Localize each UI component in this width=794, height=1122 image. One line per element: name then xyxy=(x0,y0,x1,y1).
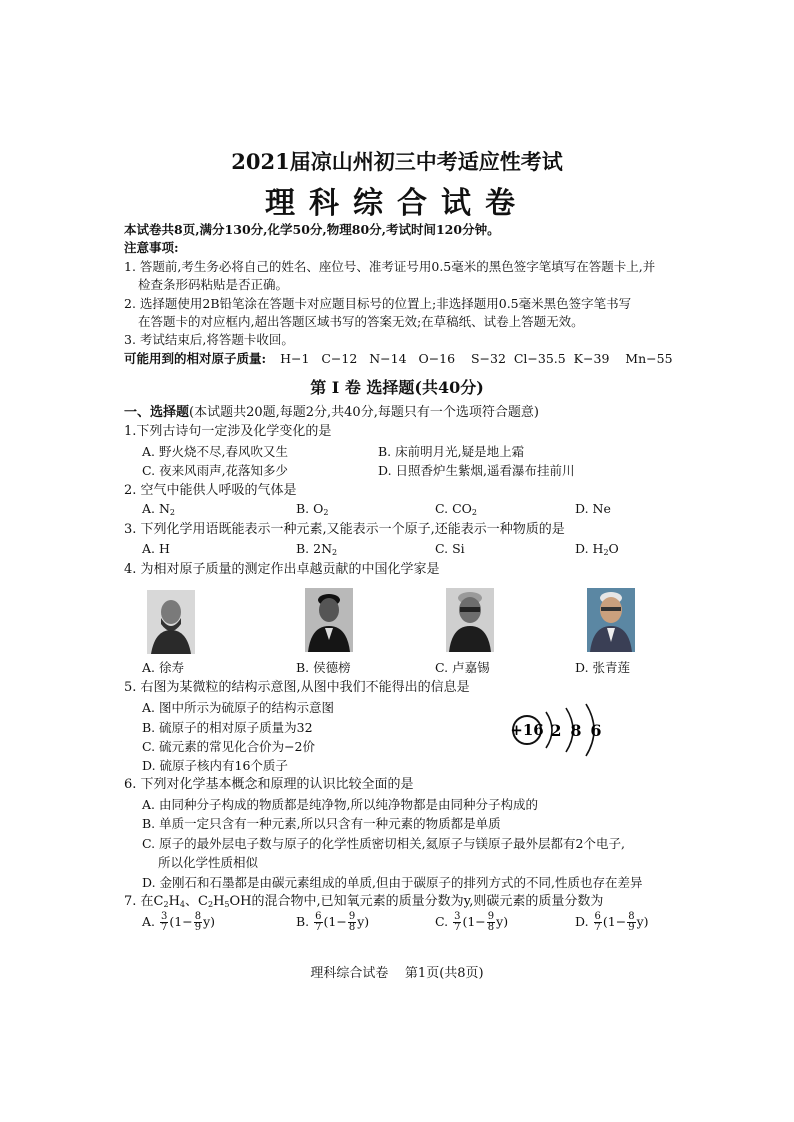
q6-stem: 6. 下列对化学基本概念和原理的认识比较全面的是 xyxy=(124,777,414,792)
q1-option-d: D. 日照香炉生紫烟,遥看瀑布挂前川 xyxy=(378,463,575,478)
q4-option-d: D. 张青莲 xyxy=(575,660,631,675)
q3-option-d: D. $H_2O$ xyxy=(575,541,619,557)
notes-title: 注意事项: xyxy=(124,240,179,255)
q5-option-c: C. 硫元素的常见化合价为−2价 xyxy=(142,739,315,754)
q3-stem: 3. 下列化学用语既能表示一种元素,又能表示一个原子,还能表示一种物质的是 xyxy=(124,522,565,537)
atomic-masses-values: H−1 C−12 N−14 O−16 S−32 Cl−35.5 K−39 Mn−55 xyxy=(280,351,673,366)
note-2: 2. 选择题使用2B铅笔涂在答题卡对应题目标号的位置上;非选择题用0.5毫米黑色签字笔书写 xyxy=(124,296,632,311)
portrait-zhang-qinglian xyxy=(587,588,635,652)
note-3: 3. 考试结束后,将答题卡收回。 xyxy=(124,332,294,347)
q1-option-c: C. 夜来风雨声,花落知多少 xyxy=(142,463,289,478)
q2-option-b: B. $O_2$ xyxy=(296,501,329,517)
note-2-cont: 在答题卡的对应框内,超出答题区域书写的答案无效;在草稿纸、试卷上答题无效。 xyxy=(138,314,584,329)
q7-option-b: B. $\frac{6}{7}$ (1− $\frac{9}{8}$ y) xyxy=(296,911,370,933)
q5-option-a: A. 图中所示为硫原子的结构示意图 xyxy=(142,700,334,715)
q3-option-c: C. Si xyxy=(435,541,465,556)
q6-option-b: B. 单质一定只含有一种元素,所以只含有一种元素的物质都是单质 xyxy=(142,816,501,831)
q4-option-a: A. 徐寿 xyxy=(142,660,184,675)
q2-option-c: C. $CO_2$ xyxy=(435,501,477,517)
shell-1-electrons: 2 xyxy=(550,721,562,740)
shell-3-electrons: 6 xyxy=(590,721,602,740)
q1-option-a: A. 野火烧不尽,春风吹又生 xyxy=(142,444,288,459)
nucleus-label: +16 xyxy=(510,721,544,739)
q2-option-a: A. $N_2$ xyxy=(142,501,176,517)
q2-option-d: D. Ne xyxy=(575,501,611,516)
q4-stem: 4. 为相对原子质量的测定作出卓越贡献的中国化学家是 xyxy=(124,562,440,577)
sulfur-atom-diagram xyxy=(506,700,618,760)
q3-option-b: B. $2N_2$ xyxy=(296,541,338,557)
section-intro-text: (本试题共20题,每题2分,共40分,每题只有一个选项符合题意) xyxy=(189,405,539,420)
q5-stem: 5. 右图为某微粒的结构示意图,从图中我们不能得出的信息是 xyxy=(124,680,470,695)
q4-option-c: C. 卢嘉锡 xyxy=(435,660,490,675)
exam-info: 本试卷共8页,满分130分,化学50分,物理80分,考试时间120分钟。 xyxy=(124,222,500,237)
q7-option-a: A. $\frac{3}{7}$ (1− $\frac{8}{9}$ y) xyxy=(142,911,216,933)
portrait-xu-shou xyxy=(147,590,195,654)
q1-option-b: B. 床前明月光,疑是地上霜 xyxy=(378,444,525,459)
portrait-hou-debang xyxy=(305,588,353,652)
q1-stem: 1.下列古诗句一定涉及化学变化的是 xyxy=(124,424,332,439)
q6-option-c-cont: 所以化学性质相似 xyxy=(158,855,259,870)
note-1: 1. 答题前,考生务必将自己的姓名、座位号、准考证号用0.5毫米的黑色签字笔填写在答题卡上,并 xyxy=(124,259,656,274)
q4-option-b: B. 侯德榜 xyxy=(296,660,351,675)
section-title: 第 Ⅰ 卷 选择题(共40分) xyxy=(310,378,484,397)
note-1-cont: 检查条形码粘贴是否正确。 xyxy=(138,277,289,292)
q6-option-a: A. 由同种分子构成的物质都是纯净物,所以纯净物都是由同种分子构成的 xyxy=(142,797,538,812)
shell-2-electrons: 8 xyxy=(570,721,582,740)
q7-stem: 7. 在$C_2H_4$、$C_2H_5OH$的混合物中,已知氧元素的质量分数为y,则碳元素的质量分数为 xyxy=(124,894,604,909)
q6-option-d: D. 金刚石和石墨都是由碳元素组成的单质,但由于碳原子的排列方式的不同,性质也存在差异 xyxy=(142,875,643,890)
section-intro-label: 一、选择题 xyxy=(124,405,190,420)
exam-title: 2021届凉山州初三中考适应性考试 xyxy=(231,149,563,174)
q2-stem: 2. 空气中能供人呼吸的气体是 xyxy=(124,483,297,498)
q5-option-d: D. 硫原子核内有16个质子 xyxy=(142,758,288,773)
q7-option-d: D. $\frac{6}{7}$ (1− $\frac{8}{9}$ y) xyxy=(575,911,649,933)
portrait-lu-jiaxi xyxy=(446,588,494,652)
section-intro xyxy=(124,403,539,422)
atomic-masses-label: 可能用到的相对原子质量: xyxy=(124,351,267,366)
q7-option-c: C. $\frac{3}{7}$ (1− $\frac{9}{8}$ y) xyxy=(435,911,509,933)
exam-subtitle: 理科综合试卷 xyxy=(265,186,529,221)
q6-option-c: C. 原子的最外层电子数与原子的化学性质密切相关,氦原子与镁原子最外层都有2个电子, xyxy=(142,836,625,851)
atomic-masses xyxy=(124,350,673,368)
q5-option-b: B. 硫原子的相对原子质量为32 xyxy=(142,720,313,735)
q3-option-a: A. H xyxy=(142,541,170,556)
page-footer: 理科综合试卷 第1页(共8页) xyxy=(310,966,484,981)
